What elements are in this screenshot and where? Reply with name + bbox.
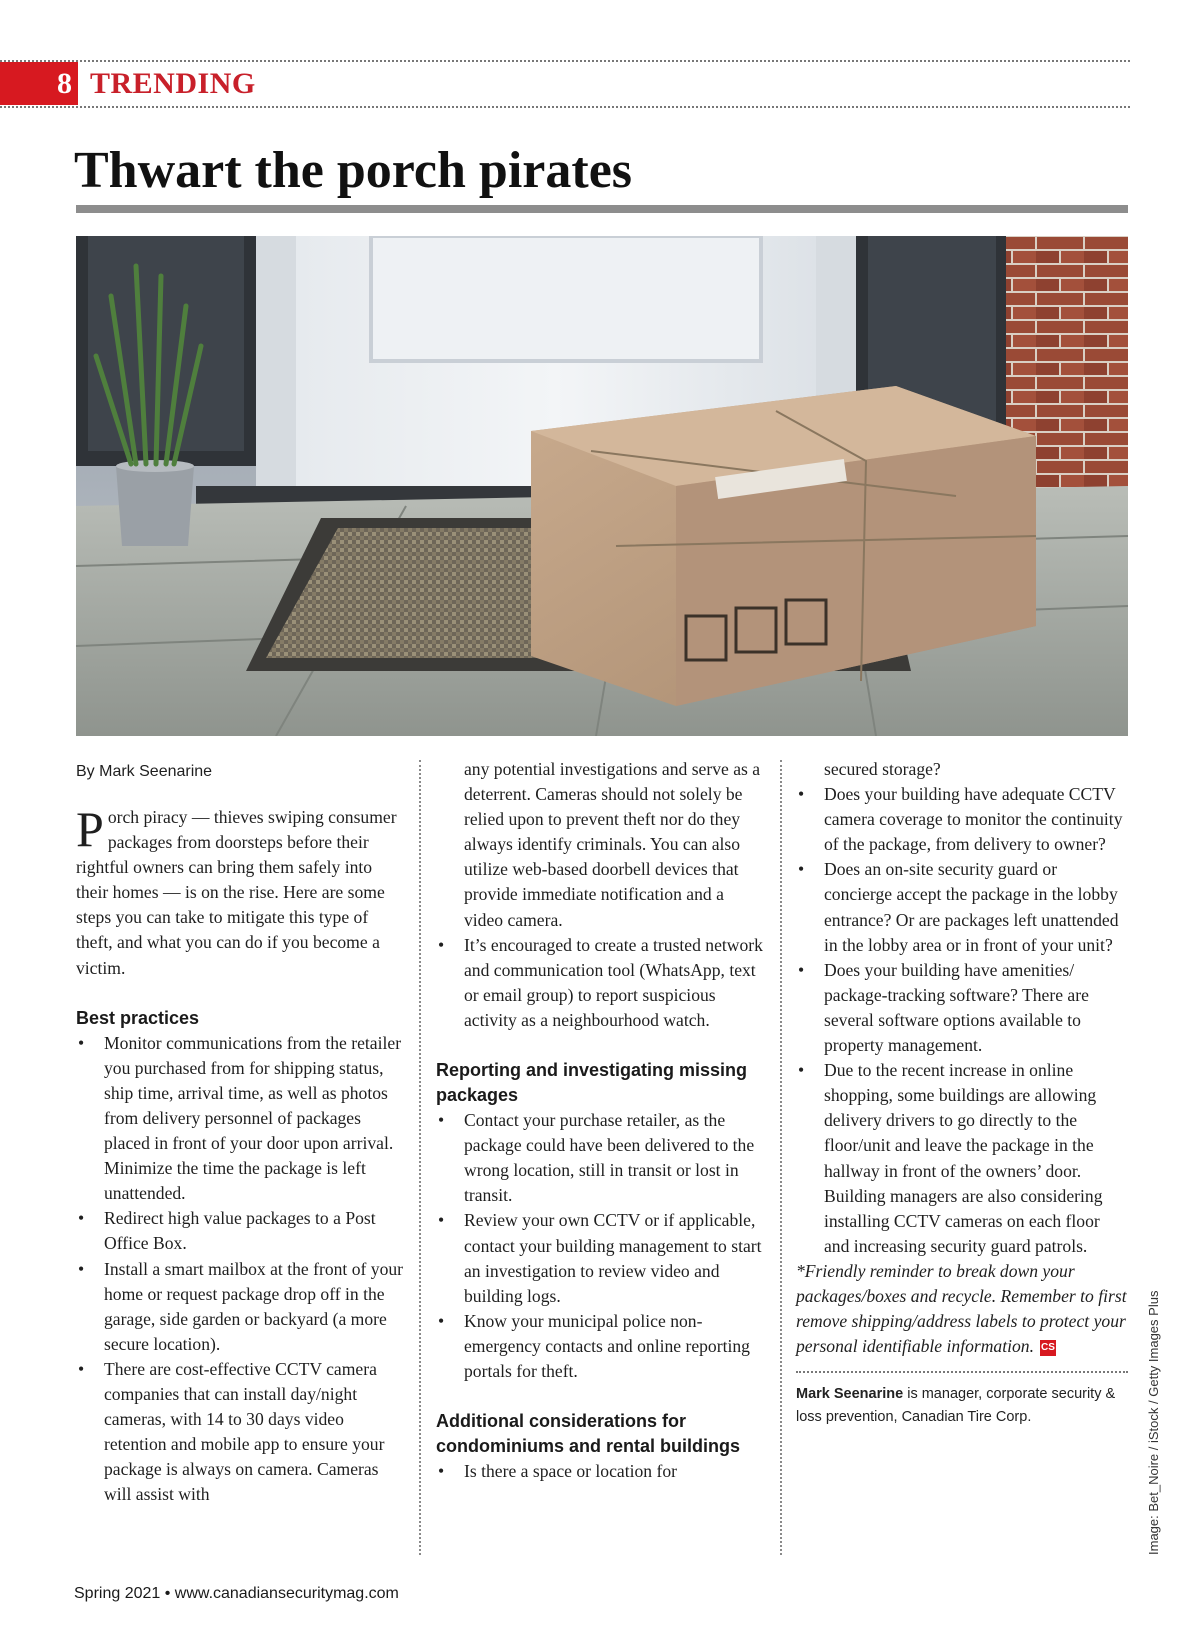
list-item [796, 958, 1128, 1058]
list-item-text: Does an on-site security guard or concierge accept the package in the lobby entrance? Or are packages left unattended in the lobby area or in front of your unit? [824, 859, 1119, 955]
reporting-heading: Reporting and investigating missing packages [436, 1060, 748, 1106]
bullet-icon: • [798, 959, 805, 980]
list-item-text: There are cost-effective CCTV camera companies that can install day/night cameras, with 14 to 30 days video retention and mobile app to ensure your package is always on camera. Cameras will assist with [104, 1358, 385, 1505]
list-item [76, 1031, 408, 1207]
list-item-text: Redirect high value packages to a Post Office Box. [104, 1208, 376, 1254]
bullet-icon: • [78, 1258, 85, 1279]
list-item [796, 857, 1128, 957]
article-column-2 [436, 757, 766, 1484]
list-item-text: Does your building have adequate CCTV camera coverage to monitor the continuity of the package, from delivery to owner? [824, 784, 1123, 855]
list-item-text: Due to the recent increase in online shopping, some buildings are allowing delivery drivers to go directly to the floor/unit and leave the package in the hallway in front of the owners’ door. Building managers are also considering installing CCTV cameras on each floor and increasing security guard patrols. [824, 1060, 1103, 1256]
condos-heading: Additional considerations for condominiums and rental buildings [436, 1411, 741, 1457]
list-item [76, 1357, 408, 1508]
intro-paragraph [76, 801, 408, 981]
best-practices-list-continued [436, 933, 766, 1033]
bullet-icon: • [438, 1461, 445, 1482]
article-headline: Thwart the porch pirates [74, 142, 633, 199]
list-item [436, 1208, 766, 1308]
article-column-3 [796, 757, 1128, 1429]
condos-list [436, 1459, 766, 1484]
condos-list-continued [796, 782, 1128, 1259]
bio-divider [796, 1371, 1128, 1373]
bullet-icon: • [78, 1358, 85, 1379]
list-item-text: Does your building have amenities/ package-tracking software? There are several software options available to property management. [824, 959, 1089, 1056]
page-number: 8 [0, 62, 78, 105]
list-item [436, 1108, 766, 1208]
drop-cap: P [76, 801, 104, 857]
bullet-icon: • [798, 1060, 805, 1081]
list-item-text: Contact your purchase retailer, as the package could have been delivered to the wrong location, still in transit or lost in transit. [464, 1110, 755, 1206]
list-item-continued: secured storage? [824, 759, 941, 779]
list-item-text: It’s encouraged to create a trusted network and communication tool (WhatsApp, text or email group) to report suspicious activity as a neighbourhood watch. [464, 934, 763, 1030]
end-mark-icon: CS [1040, 1340, 1056, 1356]
closing-note [796, 1259, 1128, 1359]
bullet-icon: • [798, 859, 805, 880]
list-item [436, 933, 766, 1033]
list-item [796, 1058, 1128, 1259]
bio-author-name: Mark Seenarine [796, 1386, 904, 1403]
list-item [796, 782, 1128, 857]
bio-text: is manager, corporate security & loss prevention, Canadian Tire Corp. [796, 1386, 1116, 1426]
bullet-icon: • [78, 1032, 85, 1053]
intro-text: orch piracy — thieves swiping consumer packages from doorsteps before their rightful owners can bring them safely into their homes — is on the rise. Here are some steps you can take to mitigate this type of theft, and what you can do if you become a victim. [76, 807, 397, 978]
bullet-icon: • [438, 1210, 445, 1231]
best-practices-heading: Best practices [76, 1007, 200, 1028]
byline: By Mark Seenarine [76, 763, 213, 780]
header-bottom-rule [0, 106, 1130, 108]
article-column-1 [76, 757, 408, 1507]
closing-note-text: *Friendly reminder to break down your packages/boxes and recycle. Remember to first remove shipping/address labels to protect your personal identifiable information. [796, 1260, 1127, 1357]
best-practices-list [76, 1031, 408, 1508]
article-photo [76, 236, 1128, 736]
list-item [76, 1257, 408, 1357]
bullet-icon: • [438, 1310, 445, 1331]
list-item-text: Monitor communications from the retailer you purchased from for shipping status, ship time, arrival time, as well as photos from delivery personnel of packages placed in front of your door upon arrival. Minimize the time the package is left unattended. [104, 1032, 402, 1204]
list-item-text: Know your municipal police non-emergency contacts and online reporting portals for theft. [464, 1310, 750, 1381]
list-item-text: Review your own CCTV or if applicable, contact your building management to start an investigation to review video and building logs. [464, 1210, 762, 1306]
list-item-continued: any potential investigations and serve as a deterrent. Cameras should not solely be relied upon to prevent theft nor do they always identify criminals. You can also utilize web-based doorbell devices that provide immediate notification and a video camera. [464, 759, 761, 930]
reporting-list [436, 1108, 766, 1384]
page-footer: Spring 2021 • www.canadiansecuritymag.com [74, 1585, 399, 1602]
list-item-text: Is there a space or location for [464, 1461, 677, 1482]
bullet-icon: • [438, 934, 445, 955]
list-item [436, 1309, 766, 1384]
list-item-text: Install a smart mailbox at the front of your home or request package drop off in the garage, side garden or backyard (a more secure location). [104, 1258, 404, 1354]
list-item [76, 1206, 408, 1256]
bullet-icon: • [438, 1110, 445, 1131]
headline-rule [76, 205, 1128, 213]
bullet-icon: • [798, 784, 805, 805]
bullet-icon: • [78, 1208, 85, 1229]
column-divider-2 [780, 760, 782, 1555]
image-credit: Image: Bet_Noire / iStock / Getty Images Plus [1146, 1290, 1161, 1555]
column-divider-1 [419, 760, 421, 1555]
list-item [436, 1459, 766, 1484]
section-label: TRENDING [90, 67, 256, 100]
author-bio [796, 1383, 1128, 1429]
